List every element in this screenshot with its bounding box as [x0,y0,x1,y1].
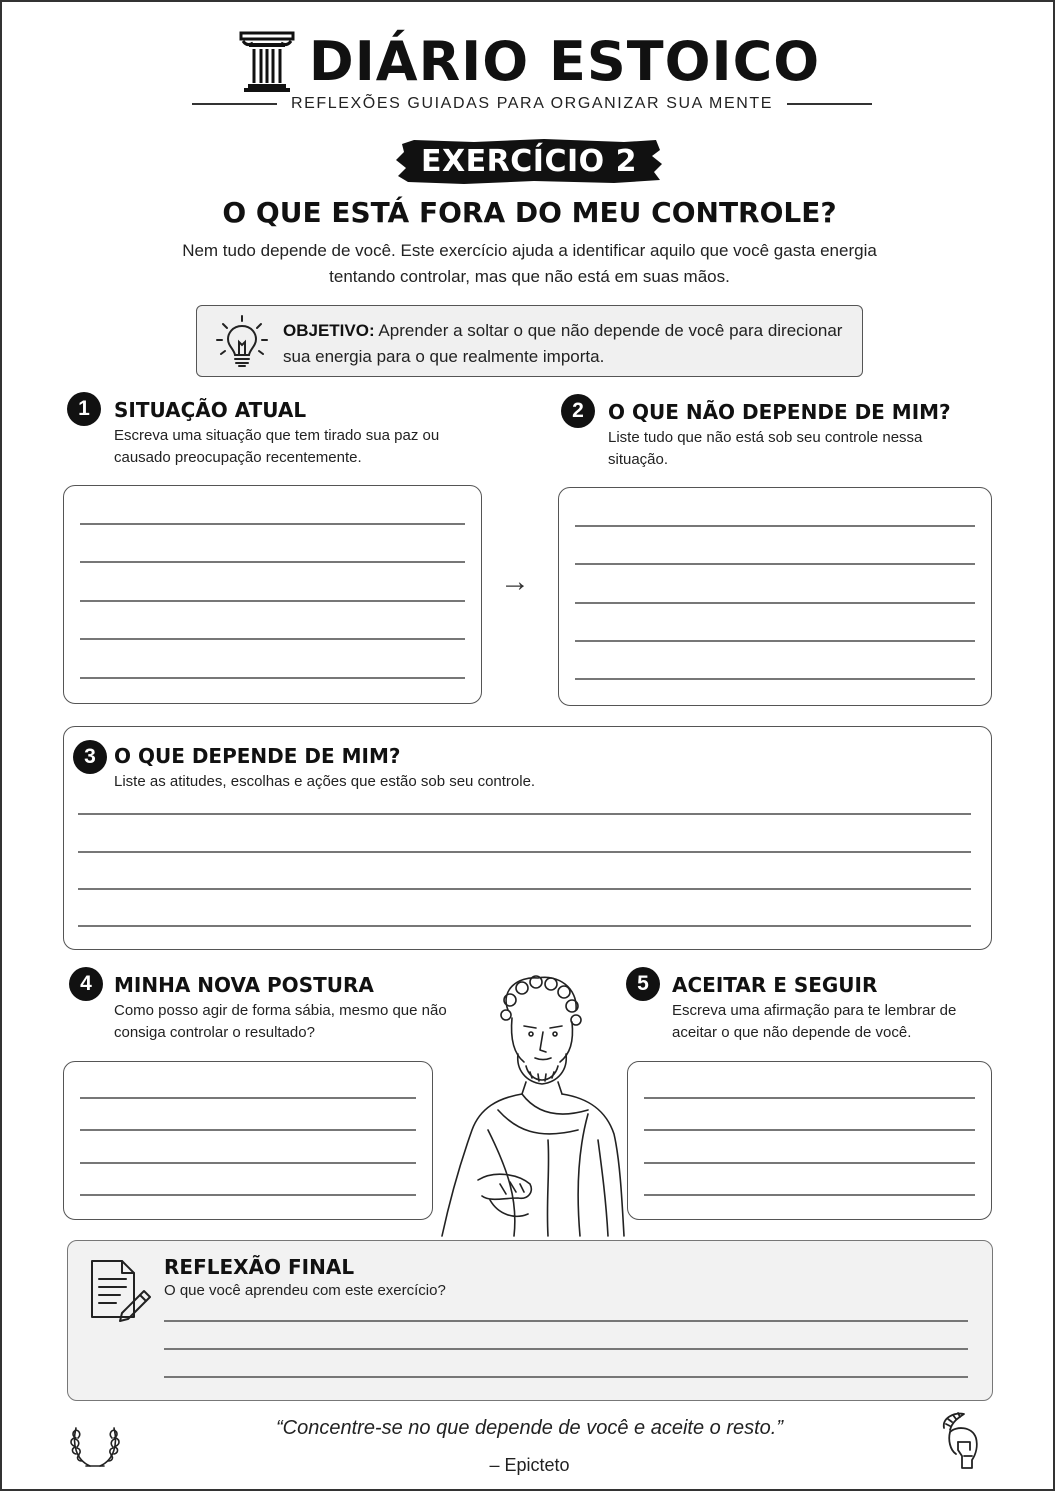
objective-text [283,318,843,370]
exercise-badge-label: EXERCÍCIO 2 [421,143,637,179]
section-desc-nao-depende: Liste tudo que não está sob seu controle nessa situação. [608,429,923,468]
writing-line [80,561,465,563]
tagline: REFLEXÕES GUIADAS PARA ORGANIZAR SUA MENTE [290,95,774,112]
writing-line [78,888,971,890]
writing-line [164,1320,968,1322]
writing-line [644,1129,975,1131]
writing-box-nao-depende[interactable] [558,487,992,706]
lightbulb-icon [215,314,269,370]
writing-line [80,638,465,640]
writing-line [80,1129,416,1131]
objective-panel [196,305,863,377]
objective-body: Aprender a soltar o que não depende de você para direcionar sua energia para o que realmente importa. [283,321,843,366]
writing-line [164,1348,968,1350]
writing-line [78,851,971,853]
section-number-5: 5 [626,967,660,1001]
section-title-aceitar: ACEITAR E SEGUIR [672,973,878,997]
arrow-right-icon: → [500,565,530,598]
brand-title: DIÁRIO ESTOICO [308,30,821,93]
writing-line [575,678,975,680]
section-number-3: 3 [73,740,107,774]
writing-line [80,600,465,602]
writing-line [80,1097,416,1099]
footer-quote-author: – Epicteto [489,1455,570,1475]
brand-header [2,30,1055,94]
writing-line [164,1376,968,1378]
writing-line [575,525,975,527]
writing-line [80,1194,416,1196]
section-title-depende: O QUE DEPENDE DE MIM? [114,744,401,768]
writing-box-postura[interactable] [63,1061,433,1220]
tagline-row [192,95,872,113]
writing-line [78,925,971,927]
final-reflection-panel[interactable] [67,1240,993,1401]
exercise-intro: Nem tudo depende de você. Este exercício ajuda a identificar aquilo que você gasta energia tentando controlar, mas que não está em suas mãos. [182,241,877,286]
objective-label: OBJETIVO: [283,321,375,340]
writing-line [80,523,465,525]
spartan-helmet-icon [936,1410,982,1472]
writing-line [78,813,971,815]
writing-box-aceitar[interactable] [627,1061,992,1220]
writing-line [80,1162,416,1164]
section-desc-postura: Como posso agir de forma sábia, mesmo que não consiga controlar o resultado? [114,1002,447,1041]
section-title-nao-depende: O QUE NÃO DEPENDE DE MIM? [608,400,951,424]
section-desc-situacao: Escreva uma situação que tem tirado sua paz ou causado preocupação recentemente. [114,427,440,466]
final-reflection-title: REFLEXÃO FINAL [164,1255,355,1279]
writing-line [575,640,975,642]
section-desc-depende: Liste as atitudes, escolhas e ações que estão sob seu controle. [114,773,536,790]
divider [787,103,872,105]
writing-line [80,677,465,679]
document-pencil-icon [88,1257,152,1323]
exercise-question: O QUE ESTÁ FORA DO MEU CONTROLE? [222,196,837,229]
final-reflection-question: O que você aprendeu com este exercício? [164,1282,446,1299]
writing-box-situacao[interactable] [63,485,482,704]
section-title-situacao: SITUAÇÃO ATUAL [114,398,307,422]
section-desc-aceitar: Escreva uma afirmação para te lembrar de aceitar o que não depende de você. [672,1002,957,1041]
writing-line [644,1162,975,1164]
writing-line [644,1194,975,1196]
section-number-1: 1 [67,392,101,426]
philosopher-bust-illustration [438,970,628,1238]
section-number-2: 2 [561,394,595,428]
footer-quote: “Concentre-se no que depende de você e aceite o resto.” [276,1417,783,1439]
section-number-4: 4 [69,967,103,1001]
writing-line [644,1097,975,1099]
writing-line [575,602,975,604]
greek-column-icon [239,31,295,93]
exercise-badge [394,136,664,186]
divider [192,103,277,105]
writing-line [575,563,975,565]
section-title-postura: MINHA NOVA POSTURA [114,973,374,997]
